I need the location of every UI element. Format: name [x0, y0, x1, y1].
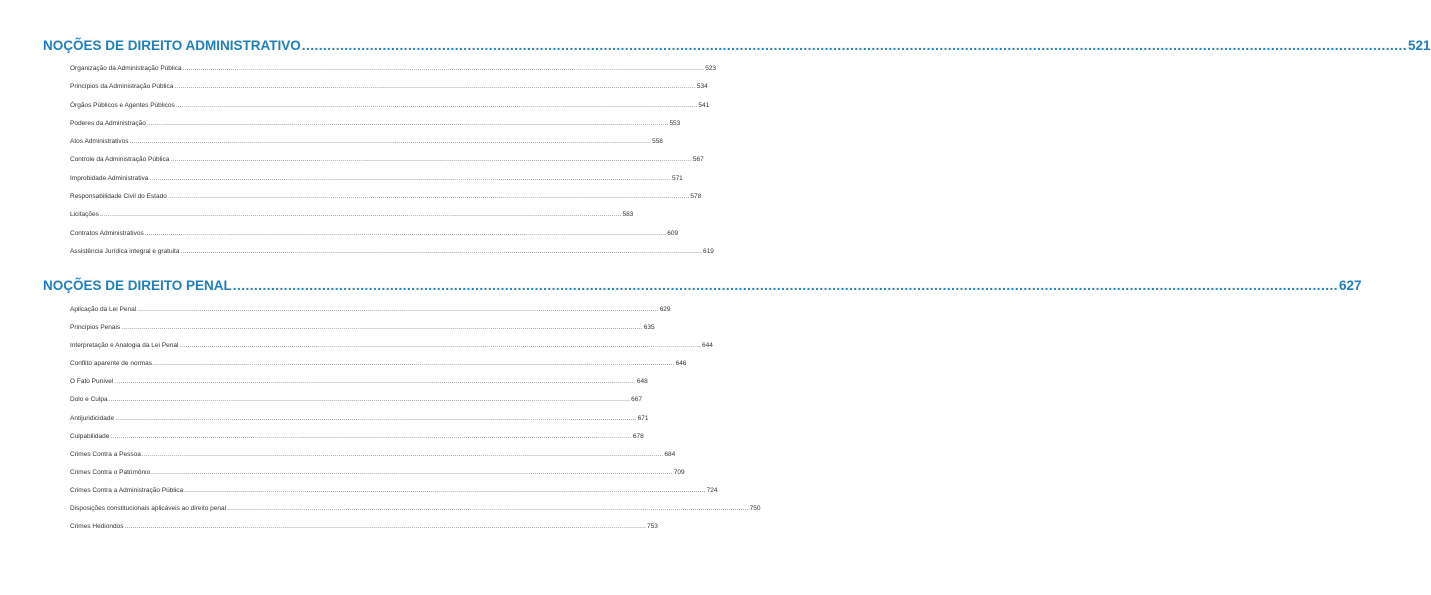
toc-entry[interactable] — [70, 119, 681, 138]
entry-label: Licitações — [70, 211, 99, 219]
entry-list — [43, 65, 717, 266]
toc-entry[interactable] — [70, 156, 704, 174]
toc-section-direito-penal — [43, 278, 1362, 541]
toc-entry[interactable] — [70, 468, 685, 487]
section-heading[interactable] — [43, 278, 1362, 300]
entry-page-number: 534 — [696, 83, 708, 91]
toc-entry[interactable] — [70, 505, 761, 523]
dot-leader: .................................................................................................................................................................................................................................................................... — [137, 306, 659, 313]
toc-entry[interactable] — [70, 342, 713, 360]
entry-page-number: 609 — [667, 229, 679, 237]
entry-label: Crimes Hediondos — [70, 523, 124, 531]
dot-leader: .................................................................................................................................................................................................................................................................... — [153, 360, 675, 368]
toc-entry[interactable] — [70, 378, 648, 396]
entry-label: Crimes Contra a Pessoa — [70, 450, 141, 458]
entry-label: Interpretação e Analogia da Lei Penal — [70, 342, 179, 350]
dot-leader: .................................................................................................................................................................................................................................................................... — [182, 65, 705, 72]
toc-entry[interactable] — [70, 486, 718, 505]
entry-page-number: 750 — [749, 505, 761, 513]
dot-leader: .................................................................................................................................................................................................................................................................... — [115, 414, 637, 422]
dot-leader: .................................................................................................................................................................................................................................................................... — [121, 324, 643, 332]
entry-label: O Fato Punível — [70, 378, 114, 386]
entry-label: Controle da Administração Pública — [70, 156, 170, 164]
entry-label: Conflito aparente de normas — [70, 360, 153, 368]
dot-leader: .................................................................................................................................................................................................................................................................... — [174, 83, 696, 91]
entry-label: Aplicação da Lei Penal — [70, 306, 137, 313]
toc-entry[interactable] — [70, 174, 683, 193]
entry-label: Disposições constitucionais aplicáveis ao direito penal — [70, 505, 227, 513]
dot-leader: .................................................................................................................................................................................................................................................................... — [170, 156, 692, 164]
entry-label: Princípios Penais — [70, 324, 121, 332]
section-heading[interactable] — [43, 38, 1431, 60]
toc-entry[interactable] — [70, 414, 649, 433]
dot-leader: .................................................................................................................................................................................................................................................................... — [129, 138, 652, 146]
entry-label: Culpabilidade — [70, 432, 110, 440]
toc-entry[interactable] — [70, 247, 714, 266]
entry-label: Contratos Administrativos — [70, 229, 144, 237]
toc-entry[interactable] — [70, 138, 663, 156]
toc-section-direito-administrativo — [43, 38, 1431, 266]
section-title: NOÇÕES DE DIREITO ADMINISTRATIVO — [43, 38, 301, 53]
entry-page-number: 523 — [705, 65, 717, 72]
dot-leader: .................................................................................................................................................................................................................................................................... — [124, 523, 647, 531]
entry-page-number: 667 — [631, 396, 642, 404]
entry-page-number: 646 — [675, 360, 687, 368]
entry-page-number: 753 — [647, 523, 658, 531]
entry-label: Princípios da Administração Pública — [70, 83, 174, 91]
dot-leader: .................................................................................................................................................................................................................................................................... — [144, 229, 667, 237]
entry-page-number: 571 — [671, 174, 683, 182]
entry-label: Improbidade Administrativa — [70, 174, 149, 182]
dot-leader: .................................................................................................................................................................................................................................................................... — [110, 432, 632, 440]
entry-label: Poderes da Administração — [70, 119, 146, 127]
entry-label: Órgãos Públicos e Agentes Públicos — [70, 101, 175, 109]
entry-page-number: 629 — [659, 306, 671, 313]
entry-page-number: 709 — [673, 468, 685, 476]
dot-leader: .................................................................................................................................................................................................................................................................... — [175, 101, 698, 109]
dot-leader: .................................................................................................................................................................................................................................................................... — [232, 278, 1338, 293]
entry-label: Atos Administrativos — [70, 138, 129, 146]
toc-entry[interactable] — [70, 193, 702, 211]
entry-page-number: 648 — [636, 378, 648, 386]
toc-entry[interactable] — [70, 396, 642, 414]
entry-label: Assistência Jurídica integral e gratuita — [70, 247, 180, 255]
toc-entry[interactable] — [70, 324, 655, 342]
toc-entry[interactable] — [70, 450, 676, 469]
dot-leader: .................................................................................................................................................................................................................................................................... — [179, 342, 701, 350]
entry-page-number: 678 — [632, 432, 644, 440]
entry-label: Crimes Contra a Administração Pública — [70, 486, 184, 494]
entry-label: Organização da Administração Pública — [70, 65, 182, 72]
dot-leader: .................................................................................................................................................................................................................................................................... — [151, 468, 673, 476]
entry-page-number: 553 — [669, 119, 681, 127]
dot-leader: .................................................................................................................................................................................................................................................................... — [167, 193, 690, 201]
entry-label: Responsabilidade Civil do Estado — [70, 193, 167, 201]
entry-page-number: 635 — [643, 324, 655, 332]
toc-entry[interactable] — [70, 523, 658, 541]
toc-entry[interactable] — [70, 229, 679, 248]
dot-leader: .................................................................................................................................................................................................................................................................... — [108, 396, 631, 404]
toc-entry[interactable] — [70, 432, 644, 451]
entry-list — [43, 306, 761, 541]
entry-page-number: 558 — [652, 138, 663, 146]
toc-entry[interactable] — [70, 83, 708, 101]
dot-leader: .................................................................................................................................................................................................................................................................... — [114, 378, 636, 386]
entry-label: Crimes Contra o Patrimônio — [70, 468, 151, 476]
entry-page-number: 671 — [637, 414, 649, 422]
toc-entry[interactable] — [70, 65, 717, 83]
entry-page-number: 619 — [703, 247, 714, 255]
entry-label: Dolo e Culpa — [70, 396, 108, 404]
toc-entry[interactable] — [70, 211, 634, 229]
dot-leader: .................................................................................................................................................................................................................................................................... — [141, 450, 664, 458]
entry-page-number: 583 — [622, 211, 634, 219]
section-page-number: 627 — [1338, 278, 1362, 293]
dot-leader: .................................................................................................................................................................................................................................................................... — [149, 174, 671, 182]
toc-entry[interactable] — [70, 101, 710, 120]
entry-page-number: 567 — [692, 156, 704, 164]
section-page-number: 521 — [1407, 38, 1431, 53]
dot-leader: .................................................................................................................................................................................................................................................................... — [99, 211, 622, 219]
dot-leader: .................................................................................................................................................................................................................................................................... — [301, 38, 1407, 53]
dot-leader: .................................................................................................................................................................................................................................................................... — [227, 505, 749, 513]
toc-entry[interactable] — [70, 306, 671, 324]
dot-leader: .................................................................................................................................................................................................................................................................... — [180, 247, 703, 255]
entry-page-number: 578 — [690, 193, 702, 201]
entry-label: Antijuridicidade — [70, 414, 115, 422]
entry-page-number: 541 — [698, 101, 710, 109]
entry-page-number: 684 — [664, 450, 676, 458]
dot-leader: .................................................................................................................................................................................................................................................................... — [184, 486, 706, 494]
dot-leader: .................................................................................................................................................................................................................................................................... — [146, 119, 669, 127]
entry-page-number: 724 — [706, 486, 718, 494]
section-title: NOÇÕES DE DIREITO PENAL — [43, 278, 232, 293]
entry-page-number: 644 — [701, 342, 713, 350]
toc-entry[interactable] — [70, 360, 687, 378]
